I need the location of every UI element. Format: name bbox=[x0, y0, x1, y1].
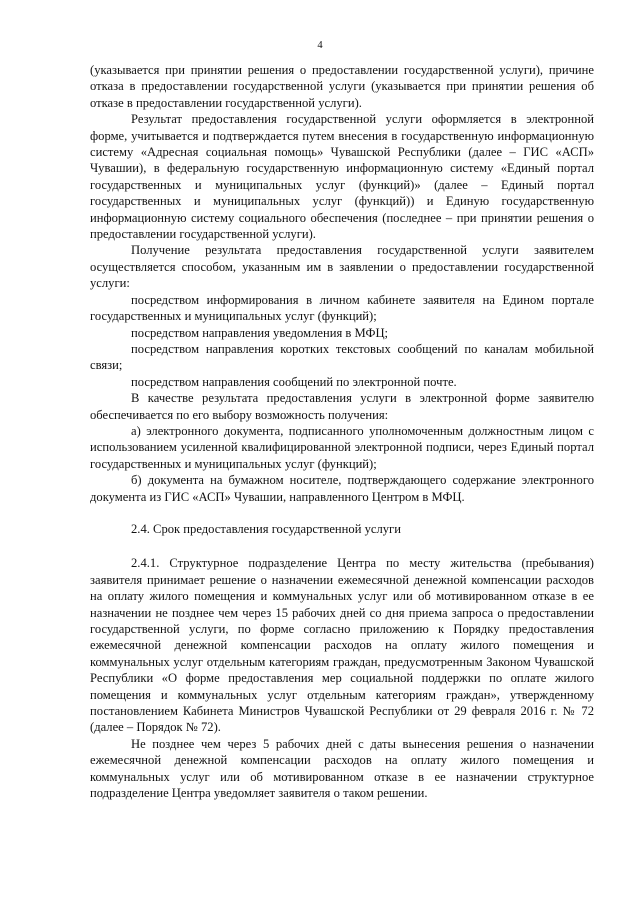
paragraph: В качестве результата предоставления услуги в электронной форме заявителю обеспечивается по его выбору возможность получения: bbox=[90, 391, 594, 422]
paragraph: 2.4.1. Структурное подразделение Центра по месту жительства (пребывания) заявителя принимает решение о назначении ежемесячной денежной компенсации расходов на оплату жилого помещения и коммунальных услуг или об мотивированном отказе в ее назначении не позднее чем через 15 рабочих дней со дня приема запроса о предоставлении государственной услуги, по форме согласно приложению к Порядку предоставления ежемесячной денежной компенсации расходов на оплату жилого помещения и коммунальных услуг отдельным категориям граждан, предусмотренным Законом Чувашской Республики «О форме предоставления мер социальной поддержки по оплате жилого помещения и коммунальных услуг отдельным категориям граждан», утвержденному постановлением Кабинета Министров Чувашской Республики от 29 февраля 2016 г. № 72 (далее – Порядок № 72). bbox=[90, 556, 594, 735]
paragraph: посредством направления коротких текстовых сообщений по каналам мобильной связи; bbox=[90, 341, 594, 373]
paragraph: (указывается при принятии решения о предоставлении государственной услуги), причине отказа в предоставлении государственной услуги (указывается при принятии решения об отказе в предоставлении государственной услуги). bbox=[90, 63, 594, 110]
paragraph: Не позднее чем через 5 рабочих дней с даты вынесения решения о назначении ежемесячной денежной компенсации расходов на оплату жилого помещения и коммунальных услуг или об мотивированном отказе в ее назначении структурное подразделение Центра уведомляет заявителя о таком решении. bbox=[90, 736, 594, 801]
document-body bbox=[90, 62, 594, 801]
paragraph: Получение результата предоставления государственной услуги заявителем осуществляется способом, указанным им в заявлении о предоставлении государственной услуги: bbox=[90, 243, 594, 291]
paragraph: б) документа на бумажном носителе, подтверждающего содержание электронного документа из ГИС «АСП» Чувашии, направленного Центром в МФЦ. bbox=[90, 473, 594, 504]
paragraph: Результат предоставления государственной услуги оформляется в электронной форме, учитывается и подтверждается путем внесения в государственную информационную систему «Адресная социальная помощь» Чувашской Республики (далее – ГИС «АСП» Чувашии), в федеральную государственную информационную систему «Единый портал государственных и муниципальных услуг (функций)» (далее – Единый портал государственных и муниципальных услуг (функций)) и Единую государственную информационную систему социального обеспечения (последнее – при принятии решения о предоставлении государственной услуги). bbox=[90, 112, 594, 242]
page-number: 4 bbox=[317, 40, 323, 51]
paragraph: посредством информирования в личном кабинете заявителя на Едином портале государственных и муниципальных услуг (функций); bbox=[90, 292, 594, 324]
paragraph: посредством направления уведомления в МФЦ; bbox=[131, 325, 389, 340]
paragraph: посредством направления сообщений по электронной почте. bbox=[131, 374, 457, 389]
section-heading: 2.4. Срок предоставления государственной услуги bbox=[131, 521, 401, 536]
paragraph: а) электронного документа, подписанного уполномоченным должностным лицом с использованием усиленной квалифицированной электронной подписи, через Единый портал государственных и муниципальных услуг (функций); bbox=[90, 423, 594, 471]
